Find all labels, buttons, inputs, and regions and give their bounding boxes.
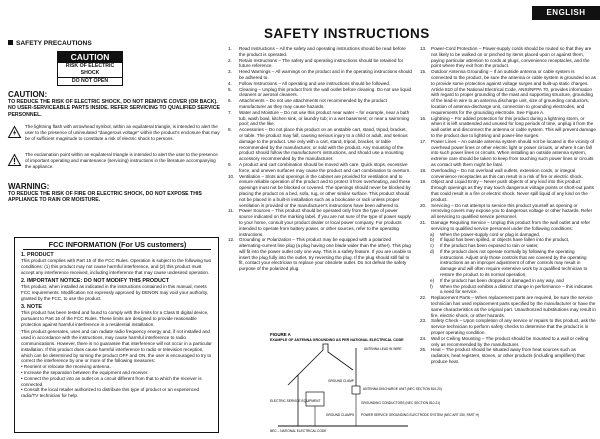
- exclamation-symbol-row: [8, 152, 220, 169]
- item-text: If the product has been exposed to rain or water,: [440, 243, 539, 249]
- figure-subtitle: EXAMPLE OF ANTENNA GROUNDING AS PER NATIONAL ELECTRICAL CODE: [270, 338, 404, 342]
- safety-instructions-right-column: [420, 46, 596, 436]
- item-text: When the product exhibits a distinct change in performance – this indicates a need for service.: [440, 283, 593, 295]
- item-number: 15.: [420, 69, 427, 75]
- item-number: 18.: [420, 167, 427, 173]
- item-number: 20.: [420, 202, 427, 208]
- fcc-product-text: This product complies with Part 15 of the FCC Rules. Operation is subject to the following two conditions: (1) this product may not cause harmful interference, and (2) this product must accept any interference received, including interference that may cause undesired operation.: [21, 258, 212, 275]
- caution-section: [8, 90, 220, 118]
- item-number: 13.: [420, 46, 427, 51]
- item-text: Read Instructions – All the safety and operating instructions should be read before the product is operated.: [239, 46, 406, 57]
- lightning-text: The lightning flash with arrowhead symbol, within an equilateral triangle, is intended to alert the user to the presence of uninsulated "dangerous voltage" within the product's enclosure that may be of sufficient magnitude to constitute a risk of electric shock to persons.: [25, 124, 220, 141]
- item-number: 11.: [228, 208, 235, 214]
- item-number: 2.: [228, 57, 232, 63]
- list-item: [430, 249, 596, 278]
- figure-label: POWER SERVICE GROUNDING ELECTRODE SYSTEM (NEC ART 250, PART H): [361, 413, 479, 417]
- item-number: 16.: [420, 115, 427, 121]
- exclamation-text: The exclamation point within an equilateral triangle is intended to alert the user to the presence of important operating and maintenance (servicing) instructions in the literature accompanying the appliance.: [25, 152, 218, 169]
- list-item: • Connect the product into an outlet on a circuit different from that to which the receiver is connected.: [21, 375, 202, 387]
- list-item: [420, 168, 596, 180]
- item-text: Lightning – For added protection for this product during a lightning storm, or when it is left unattended and unused for long periods of time, unplug it from the wall outlet and disconnect the antenna or cable system. This will prevent damage to the product due to lightning and power-line surges.: [431, 115, 596, 138]
- figure-label: GROUND CLAMPS: [326, 413, 355, 417]
- list-item: [420, 116, 596, 139]
- fcc-notice-heading: 2. IMPORTANT NOTICE: DO NOT MODIFY THIS PRODUCT: [21, 277, 170, 284]
- list-item: [228, 87, 412, 99]
- lightning-triangle-icon: [8, 126, 21, 138]
- list-item: [420, 220, 596, 232]
- figure-label: ANTENNA DISCHARGE UNIT (NEC SECTION 810-20): [363, 387, 442, 391]
- item-number: b): [430, 237, 435, 243]
- item-text: Follow Instructions – All operating and use instructions should be followed.: [239, 80, 391, 86]
- list-item: [228, 127, 412, 162]
- item-text: Overloading – Do not overload wall outlets, extension cords, or integral convenience receptacles as this can result in a risk of fire or electric shock.: [431, 167, 583, 179]
- list-item: [228, 237, 412, 272]
- fcc-note-text-1: This product has been tested and found to comply with the limits for a Class B digital device, pursuant to Part 15 of the FCC Rules. These limits are designed to provide reasonable protection against harmful interference in a residential installation.: [21, 310, 209, 327]
- item-number: 5.: [228, 86, 232, 92]
- fcc-note-heading: 3. NOTE: [21, 303, 42, 310]
- figure-label: GROUNDING CONDUCTORS (NEC SECTION 810-21): [361, 401, 441, 405]
- discharge-unit: [352, 386, 360, 394]
- lightning-symbol-row: [8, 124, 220, 141]
- section-heading: SAFETY PRECAUTIONS: [8, 40, 92, 47]
- caution-label-line2: DO NOT OPEN: [58, 77, 122, 85]
- caution-label-line1: RISK OF ELECTRIC SHOCK: [65, 63, 115, 76]
- item-number: 7.: [228, 109, 232, 115]
- item-text: Object and Liquid Entry – Never push objects of any kind into this product through openings as they may touch dangerous voltage points or short-out parts that could result in a fire or electric shock. Never spill liquid of any kind on the product.: [431, 179, 594, 202]
- caution-heading: CAUTION:: [8, 90, 48, 99]
- item-number: d): [430, 248, 435, 254]
- list-item: [228, 208, 412, 237]
- fcc-product-heading: 1. PRODUCT: [21, 252, 54, 258]
- fcc-title: FCC INFORMATION (For US customers): [48, 240, 187, 249]
- list-item: [228, 69, 412, 81]
- item-number: 4.: [228, 80, 232, 86]
- figure-label: GROUND CLAMP: [328, 379, 355, 383]
- list-item: [420, 203, 596, 220]
- item-text: Water and Moisture – Do not use this product near water – for example, near a bath tub, wash bowl, kitchen sink, or laundry tub; in a wet basement; or near a swimming pool; and the like.: [239, 109, 410, 127]
- figure-label: ANTENNA LEAD IN WIRE: [364, 347, 402, 351]
- item-text: Power-Cord Protection – Power-supply cords should be routed so that they are not likely to be walked on or pinched by items placed upon or against them, paying particular attention to cords at plugs, convenience receptacles, and the point where they exit from the product.: [431, 46, 592, 69]
- item-text: When the power-supply cord or plug is damaged,: [440, 231, 541, 237]
- fcc-divider: [23, 249, 211, 250]
- list-item: • Consult the local retailer authorized to distribute this type of product or an experienced radio/TV technician for help.: [21, 387, 200, 399]
- item-number: 6.: [228, 98, 232, 104]
- exclamation-triangle-icon: [8, 154, 21, 166]
- item-text: Damage Requiring Service – Unplug this product from the wall outlet and refer servicing to qualified service personnel under the following conditions:: [431, 219, 591, 231]
- item-text: Safety Check – Upon completion of any service or repairs to this product, ask the service technician to perform safety checks to determine that the product is in proper operating condition.: [431, 318, 596, 336]
- list-item: [420, 318, 596, 335]
- item-text: Grounding or Polarization – This product may be equipped with a polarized alternating-current line plug (a plug having one blade wider than the other). This plug will fit into the power outlet only one way. This is a safety feature. If you are unable to insert the plug fully into the outlet, try reversing the plug. If the plug should still fail to fit, contact your electrician to replace your obsolete outlet. Do not defeat the safety purpose of the polarized plug.: [239, 237, 412, 272]
- list-item: [420, 336, 596, 348]
- language-tab: ENGLISH: [532, 6, 600, 20]
- item-number: 17.: [420, 138, 427, 144]
- item-text: Outdoor Antenna Grounding – If an outside antenna or cable system is connected to the product, be sure the antenna or cable system is grounded so as to provide some protection against voltage surges and built-up static charges. Article 810 of the National Electrical Code, ANSI/NFPA 70, provides information with regard to proper grounding of the mast and supporting structure, grounding of the lead-in wire to an antenna discharge unit, size of grounding conductors, location of antenna-discharge unit, connection to grounding electrodes, and requirements for the grounding electrode. See Figure A.: [431, 69, 596, 115]
- item-text: If liquid has been spilled, or objects have fallen into the product,: [440, 237, 570, 243]
- fcc-note-text-2: This product generates, uses and can radiate radio frequency energy and, if not installed and used in accordance with the instructions, may cause harmful interference to radio communications. However, there is no guarantee that interference will not occur in a particular installation. If this product does cause harmful interference to radio or television reception, which can be determined by turning the product OFF and ON, the user is encouraged to try to correct the interference by one or more of the following measures:: [21, 329, 212, 364]
- item-number: c): [430, 243, 434, 249]
- item-number: f): [430, 283, 433, 289]
- list-item: [420, 69, 596, 115]
- fcc-body: [21, 252, 214, 432]
- warning-text: TO REDUCE THE RISK OF FIRE OR ELECTRIC SHOCK, DO NOT EXPOSE THIS APPLIANCE TO RAIN OR MOISTURE.: [8, 191, 202, 204]
- item-number: 21.: [420, 219, 427, 225]
- item-text: Heat – The product should be situated away from heat sources such as radiators, heat registers, stoves, or other products (including amplifiers) that produce heat.: [431, 347, 585, 365]
- item-text: A product and cart combination should be moved with care. Quick stops, excessive force, and uneven surfaces may cause the product and cart combination to overturn.: [239, 161, 411, 173]
- item-text: Servicing – Do not attempt to service this product yourself as opening or removing covers may expose you to dangerous voltage or other hazards. Refer all servicing to qualified service personnel.: [431, 202, 593, 220]
- figure-title: FIGURE A: [270, 332, 291, 337]
- item-number: 25.: [420, 347, 427, 353]
- item-text: Power Lines – An outside antenna system should not be located in the vicinity of overhead power lines or other electric light or power circuits, or where it can fall into such power lines or circuits. When installing an outside antenna system, extreme care should be taken to keep from touching such power lines or circuits as contact with them might be fatal.: [431, 138, 595, 167]
- item-number: 24.: [420, 335, 427, 341]
- caution-label-box: [57, 51, 123, 86]
- warning-section: [8, 182, 220, 204]
- item-text: Wall or Ceiling Mounting – The product should be mounted to a wall or ceiling only as recommended by the manufacturer.: [431, 335, 589, 347]
- list-item: [420, 295, 596, 318]
- item-number: 19.: [420, 179, 427, 185]
- list-item: [228, 110, 412, 127]
- item-number: 23.: [420, 318, 427, 324]
- list-item: • Reorient or relocate the receiving antenna.: [21, 364, 111, 370]
- item-text: Attachments – Do not use attachments not recommended by the product manufacturer as they may cause hazards.: [239, 98, 387, 109]
- list-item: [420, 347, 596, 364]
- warning-heading: WARNING:: [8, 182, 50, 191]
- item-number: a): [430, 231, 435, 237]
- item-text: Ventilation – Slots and openings in the cabinet are provided for ventilation and to ensure reliable operation of the product and to protect it from overheating, and these openings must not be blocked or covered. The openings should never be blocked by placing the product on a bed, sofa, rug, or other similar surface. This product should not be placed in a built-in installation such as a bookcase or rack unless proper ventilation is provided or the manufacturer's instructions have been adhered to.: [239, 173, 411, 208]
- list-item: [228, 174, 412, 209]
- page-title: SAFETY INSTRUCTIONS: [264, 26, 430, 41]
- list-item: [420, 139, 596, 168]
- item-text: Replacement Parts – When replacement parts are required, be sure the service technician has used replacement parts specified by the manufacturer or have the same characteristics as the original part. Unauthorized substitutions may result in fire, electric shock, or other hazards.: [431, 295, 596, 318]
- item-text: Accessories – Do not place this product on an unstable cart, stand, tripod, bracket, or table. The product may fall, causing serious injury to a child or adult, and serious damage to the product. Use only with a cart, stand, tripod, bracket, or table recommended by the manufacturer, or sold with the product. Any mounting of the product should follow the manufacturer's instructions, and should use a mounting accessory recommended by the manufacturer.: [239, 127, 408, 162]
- item-number: 1.: [228, 46, 232, 51]
- item-number: e): [430, 277, 435, 283]
- item-number: 3.: [228, 69, 232, 75]
- caution-text: TO REDUCE THE RISK OF ELECTRIC SHOCK, DO NOT REMOVE COVER (OR BACK). NO USER-SERVICEABLE PARTS INSIDE. REFER SERVICING TO QUALIFIED SERVICE PERSONNEL.: [8, 99, 220, 118]
- list-item: • Increase the separation between the equipment and receiver.: [21, 369, 149, 375]
- list-item: [228, 58, 412, 70]
- item-number: 22.: [420, 295, 427, 301]
- item-text: Power Sources – This product should be operated only from the type of power source indicated on the marking label. If you are not sure of the type of power supply to your home, consult your product dealer or local power company. For products intended to operate from battery power, or other sources, refer to the operating instructions.: [239, 208, 411, 237]
- item-text: Retain Instructions – The safety and operating instructions should be retained for future reference.: [239, 57, 404, 69]
- fcc-measures-list: [21, 364, 214, 399]
- item-text: Cleaning – Unplug this product from the wall outlet before cleaning. Do not use liquid cleaners or aerosol cleaners.: [239, 86, 412, 98]
- item-number: 8.: [228, 127, 232, 133]
- item-number: 9.: [228, 161, 232, 167]
- list-item: [228, 162, 412, 174]
- fcc-information-box: [14, 237, 219, 433]
- caution-label-title: CAUTION: [58, 52, 122, 63]
- list-item: [420, 179, 596, 202]
- list-item: [228, 46, 412, 58]
- figure-label: NEC – NATIONAL ELECTRICAL CODE: [270, 429, 327, 433]
- figure-label: ELECTRIC SERVICE EQUIPMENT: [270, 399, 321, 403]
- list-item: [228, 98, 412, 110]
- item-text: Heed Warnings – All warnings on the product and in the operating instructions should be adhered to.: [239, 69, 412, 80]
- item-text: If the product does not operate normally by following the operating instructions. Adjust only those controls that are covered by the operating instructions as an improper adjustment of other controls may result in damage and will often require extensive work by a qualified technician to restore the product to its normal operation,: [440, 248, 588, 278]
- item-number: 12.: [228, 237, 235, 243]
- damage-conditions-list: [420, 232, 596, 296]
- item-text: If the product has been dropped or damaged in any way, and: [440, 277, 564, 283]
- fcc-notice-text: This product, when installed as indicated in the instructions contained in this manual, meets FCC requirements. Modification not expressly approved by DENON may void your authority, granted by the FCC, to use the product.: [21, 284, 209, 301]
- list-item: [420, 46, 596, 69]
- item-number: 10.: [228, 173, 235, 179]
- list-item: [430, 284, 596, 296]
- safety-instructions-middle-column: [228, 46, 412, 328]
